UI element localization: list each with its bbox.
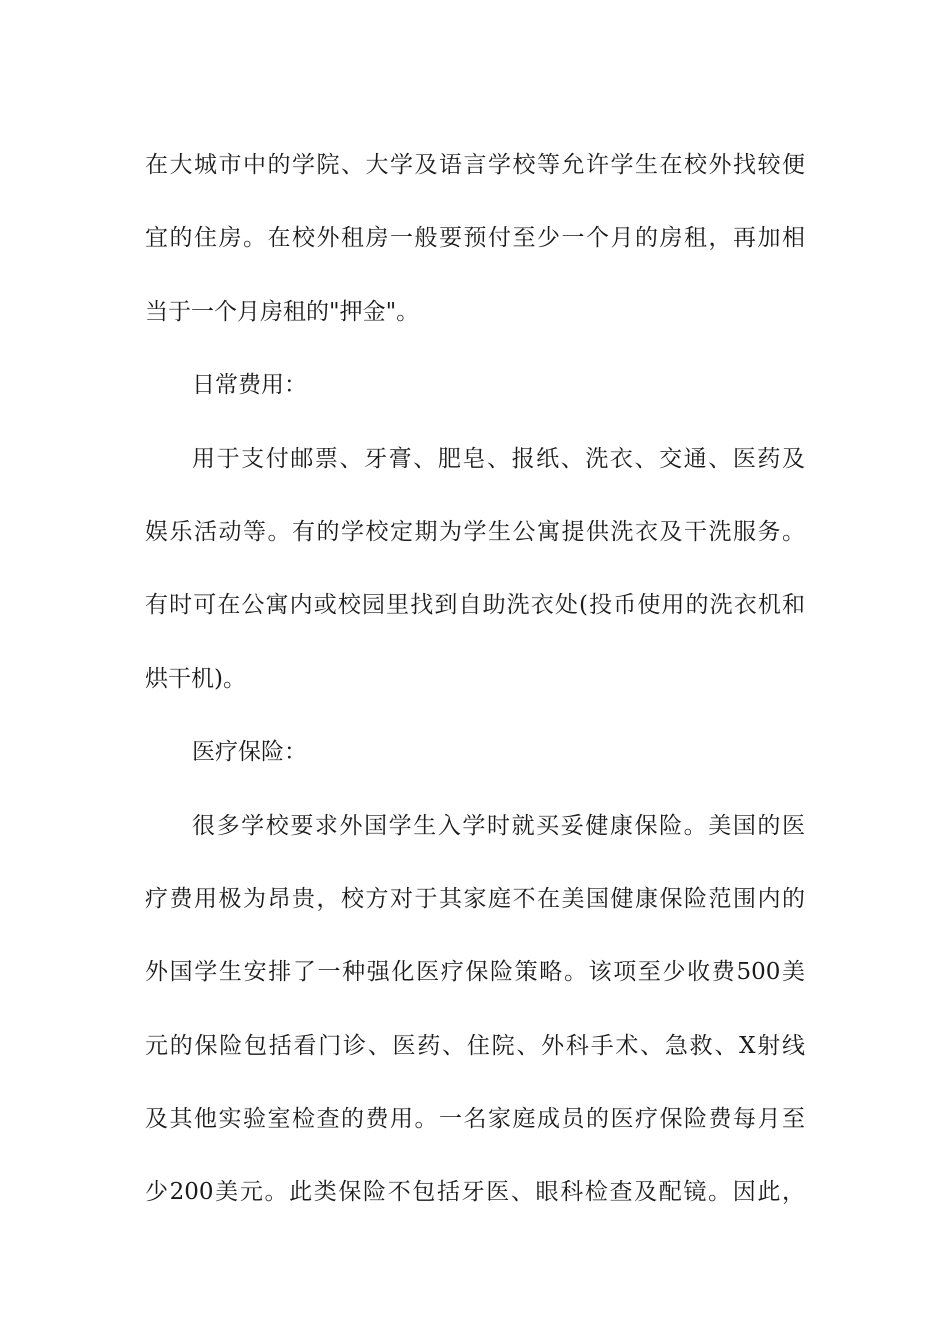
text-line: 元的保险包括看门诊、医药、住院、外科手术、急救、X射线 [145, 1032, 805, 1059]
text-line: 烘干机)。 [145, 665, 246, 692]
text-line: 用于支付邮票、牙膏、肥皂、报纸、洗衣、交通、医药及 [192, 445, 805, 472]
text-line: 娱乐活动等。有的学校定期为学生公寓提供洗衣及干洗服务。 [145, 518, 805, 545]
text-line: 有时可在公寓内或校园里找到自助洗衣处(投币使用的洗衣机和 [145, 592, 805, 619]
document-body [145, 129, 805, 1230]
section-heading: 医疗保险： [192, 739, 307, 766]
text-line: 宜的住房。在校外租房一般要预付至少一个月的房租，再加相 [145, 225, 805, 252]
text-line: 在大城市中的学院、大学及语言学校等允许学生在校外找较便 [145, 152, 805, 178]
section-heading: 日常费用： [192, 372, 307, 399]
text-line: 及其他实验室检查的费用。一名家庭成员的医疗保险费每月至 [145, 1106, 805, 1133]
text-line: 疗费用极为昂贵，校方对于其家庭不在美国健康保险范围内的 [145, 885, 805, 912]
text-line: 少200美元。此类保险不包括牙医、眼科检查及配镜。因此， [145, 1179, 805, 1206]
text-line: 很多学校要求外国学生入学时就买妥健康保险。美国的医 [192, 812, 805, 839]
text-line: 当于一个月房租的"押金"。 [145, 298, 420, 325]
text-line: 外国学生安排了一种强化医疗保险策略。该项至少收费500美 [145, 959, 805, 986]
